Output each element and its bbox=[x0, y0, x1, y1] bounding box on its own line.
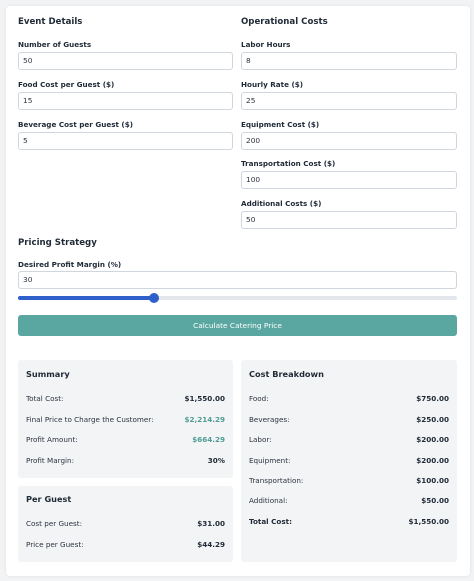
additional-costs-label: Additional Costs ($) bbox=[241, 199, 322, 208]
cost-breakdown-panel bbox=[241, 360, 457, 562]
guests-label: Number of Guests bbox=[18, 40, 92, 49]
breakdown-label: Additional: bbox=[249, 496, 288, 505]
breakdown-row bbox=[249, 496, 449, 508]
breakdown-total-label: Total Cost: bbox=[249, 517, 292, 526]
profit-margin-input[interactable]: 30 bbox=[18, 271, 457, 289]
summary-label: Profit Margin: bbox=[26, 456, 75, 465]
profit-amount-value: $664.29 bbox=[192, 435, 225, 444]
transport-cost-input[interactable]: 100 bbox=[241, 171, 457, 189]
summary-title: Summary bbox=[26, 369, 70, 379]
per-guest-value: $31.00 bbox=[197, 519, 225, 528]
breakdown-value: $100.00 bbox=[416, 476, 449, 485]
summary-value: $1,550.00 bbox=[184, 394, 225, 403]
final-price-value: $2,214.29 bbox=[184, 415, 225, 424]
per-guest-label: Cost per Guest: bbox=[26, 519, 83, 528]
breakdown-value: $200.00 bbox=[416, 456, 449, 465]
breakdown-label: Transportation: bbox=[249, 476, 304, 485]
hourly-rate-input[interactable]: 25 bbox=[241, 92, 457, 110]
breakdown-value: $200.00 bbox=[416, 435, 449, 444]
summary-row bbox=[26, 435, 225, 447]
labor-hours-input[interactable]: 8 bbox=[241, 52, 457, 70]
breakdown-row bbox=[249, 476, 449, 488]
per-guest-value: $44.29 bbox=[197, 540, 225, 549]
pricing-strategy-title: Pricing Strategy bbox=[18, 238, 97, 248]
food-cost-input[interactable]: 15 bbox=[18, 92, 233, 110]
summary-row bbox=[26, 415, 225, 427]
operational-costs-title: Operational Costs bbox=[241, 17, 328, 27]
breakdown-label: Labor: bbox=[249, 435, 272, 444]
breakdown-label: Beverages: bbox=[249, 415, 290, 424]
summary-row bbox=[26, 456, 225, 468]
labor-hours-label: Labor Hours bbox=[241, 40, 291, 49]
breakdown-value: $750.00 bbox=[416, 394, 449, 403]
summary-label: Final Price to Charge the Customer: bbox=[26, 415, 154, 424]
beverage-cost-input[interactable]: 5 bbox=[18, 132, 233, 150]
summary-value: 30% bbox=[207, 456, 225, 465]
beverage-cost-label: Beverage Cost per Guest ($) bbox=[18, 120, 134, 129]
per-guest-row bbox=[26, 519, 225, 531]
transport-cost-label: Transportation Cost ($) bbox=[241, 159, 336, 168]
profit-margin-label: Desired Profit Margin (%) bbox=[18, 260, 122, 269]
breakdown-row bbox=[249, 394, 449, 406]
event-details-title: Event Details bbox=[18, 17, 83, 27]
breakdown-value: $250.00 bbox=[416, 415, 449, 424]
food-cost-label: Food Cost per Guest ($) bbox=[18, 80, 115, 89]
per-guest-title: Per Guest bbox=[26, 494, 72, 504]
breakdown-row bbox=[249, 435, 449, 447]
slider-fill bbox=[18, 296, 154, 300]
additional-costs-input[interactable]: 50 bbox=[241, 211, 457, 229]
per-guest-row bbox=[26, 540, 225, 552]
summary-panel bbox=[18, 360, 233, 478]
profit-margin-slider[interactable] bbox=[18, 296, 457, 300]
summary-row bbox=[26, 394, 225, 406]
summary-label: Total Cost: bbox=[26, 394, 64, 403]
equipment-cost-input[interactable]: 200 bbox=[241, 132, 457, 150]
guests-input[interactable]: 50 bbox=[18, 52, 233, 70]
equipment-cost-label: Equipment Cost ($) bbox=[241, 120, 320, 129]
breakdown-total-row bbox=[249, 517, 449, 529]
hourly-rate-label: Hourly Rate ($) bbox=[241, 80, 304, 89]
breakdown-label: Food: bbox=[249, 394, 269, 403]
cost-breakdown-title: Cost Breakdown bbox=[249, 369, 324, 379]
summary-label: Profit Amount: bbox=[26, 435, 78, 444]
breakdown-value: $50.00 bbox=[421, 496, 449, 505]
breakdown-label: Equipment: bbox=[249, 456, 291, 465]
calculate-button[interactable]: Calculate Catering Price bbox=[18, 315, 457, 336]
per-guest-label: Price per Guest: bbox=[26, 540, 84, 549]
per-guest-panel bbox=[18, 486, 233, 562]
breakdown-row bbox=[249, 415, 449, 427]
breakdown-total-value: $1,550.00 bbox=[408, 517, 449, 526]
breakdown-row bbox=[249, 456, 449, 468]
